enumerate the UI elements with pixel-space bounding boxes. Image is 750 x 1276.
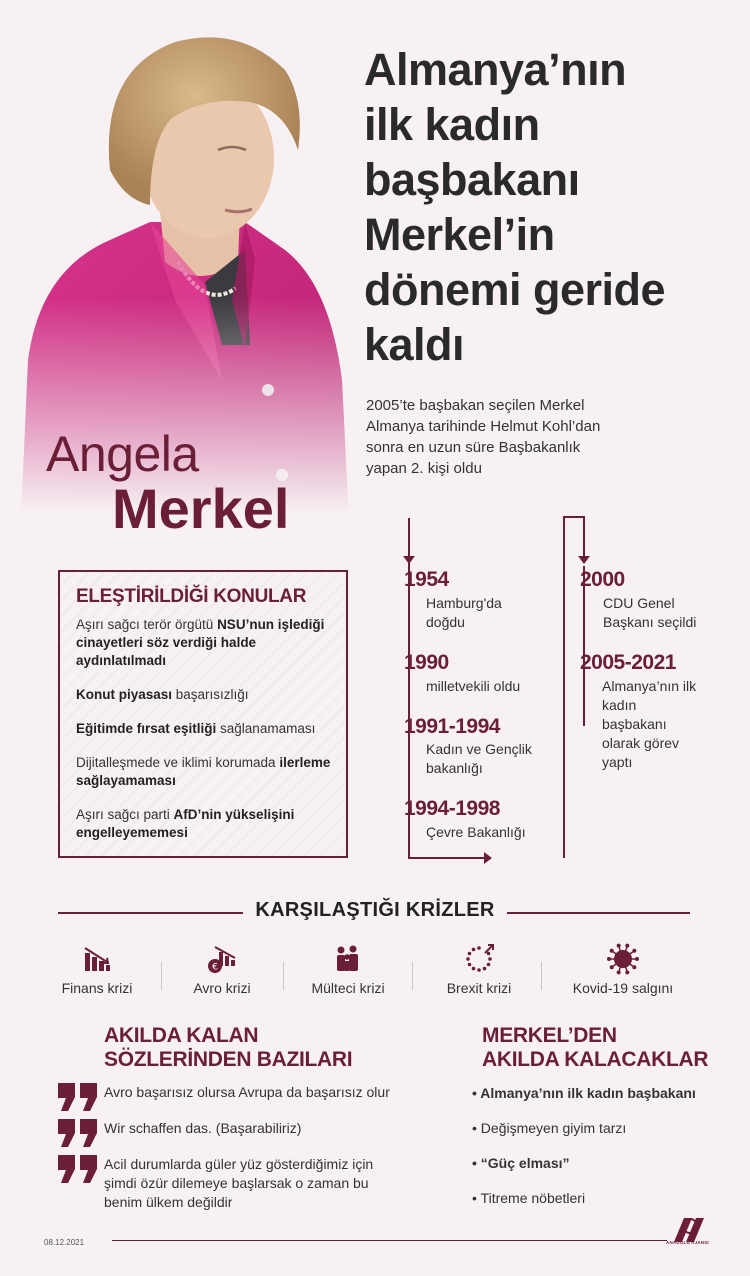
criticism-item: Aşırı sağcı parti AfD’nin yükselişini engelleyememesi xyxy=(76,807,295,840)
crisis-item: Kovid-19 salgını xyxy=(568,942,678,996)
timeline-desc: Almanya’nın ilk kadın başbakanı olarak görev yaptı xyxy=(602,678,697,770)
footer-line xyxy=(112,1240,667,1241)
last-name: Merkel xyxy=(112,477,290,540)
quote-mark-icon xyxy=(58,1155,104,1212)
criticisms-title: ELEŞTİRİLDİĞİ KONULAR xyxy=(76,586,307,607)
timeline-line-mid xyxy=(563,516,565,858)
crisis-separator xyxy=(412,962,413,990)
timeline-desc: Çevre Bakanlığı xyxy=(426,824,526,840)
crisis-item: € Avro krizi xyxy=(167,942,277,996)
criticism-item: Eğitimde fırsat eşitliği sağlanamaması xyxy=(76,721,316,736)
timeline-line-top xyxy=(563,516,585,518)
timeline-desc: milletvekili oldu xyxy=(426,678,521,694)
crisis-item: Finans krizi xyxy=(42,942,152,996)
aa-logo xyxy=(670,1216,710,1252)
legacy-item: • “Güç elması” xyxy=(472,1155,570,1171)
agency-name: ANADOLU AJANSI xyxy=(666,1240,709,1245)
timeline-desc: Kadın ve Gençlik bakanlığı xyxy=(426,741,532,776)
criticism-item: Konut piyasası başarısızlığı xyxy=(76,687,249,702)
crisis-item: Mülteci krizi xyxy=(293,942,403,996)
timeline-line-right xyxy=(583,516,585,556)
chart-down-icon xyxy=(42,942,152,976)
timeline-year: 1954 xyxy=(404,568,449,591)
timeline-year: 1990 xyxy=(404,651,449,674)
timeline-year: 2000 xyxy=(580,568,625,591)
timeline-desc: Hamburg'da doğdu xyxy=(426,595,502,630)
criticism-item: Dijitalleşmede ve iklimi korumada ilerleme sağlayamaması xyxy=(76,755,331,788)
timeline-year: 1991-1994 xyxy=(404,715,500,738)
virus-icon xyxy=(568,942,678,976)
quote-item: Acil durumlarda güler yüz gösterdiğimiz için şimdi özür dilemeye başlarsak o zaman bu benim ülkem değildir xyxy=(58,1155,403,1212)
family-icon xyxy=(293,942,403,976)
arrow-right-icon xyxy=(484,852,492,864)
date: 08.12.2021 xyxy=(44,1238,85,1247)
timeline-desc: CDU Genel Başkanı seçildi xyxy=(603,595,697,630)
arrow-down-icon xyxy=(578,556,590,564)
timeline-line-bottom xyxy=(408,857,488,859)
euro-chart-icon xyxy=(167,942,277,976)
timeline-year: 1994-1998 xyxy=(404,797,500,820)
crisis-separator xyxy=(541,962,542,990)
timeline-year: 2005-2021 xyxy=(580,651,676,674)
subtitle: 2005’te başbakan seçilen Merkel Almanya tarihinde Helmut Kohl’dan sonra en uzun süre Başbakanlık yapan 2. kişi oldu xyxy=(366,397,601,477)
svg-text:€: € xyxy=(212,962,218,973)
eu-stars-icon xyxy=(424,942,534,976)
quote-mark-icon xyxy=(58,1083,104,1118)
quote-mark-icon xyxy=(58,1119,104,1154)
crisis-separator xyxy=(161,962,162,990)
quotes-title: AKILDA KALAN SÖZLERİNDEN BAZILARI xyxy=(104,1024,353,1071)
first-name: Angela xyxy=(46,426,199,482)
legacy-item: • Almanya’nın ilk kadın başbakanı xyxy=(472,1085,696,1101)
arrow-down-icon xyxy=(403,556,415,564)
crisis-separator xyxy=(283,962,284,990)
legacy-title: MERKEL’DEN AKILDA KALACAKLAR xyxy=(482,1024,709,1071)
crisis-item: Brexit krizi xyxy=(424,942,534,996)
criticisms-box xyxy=(58,570,348,858)
quote-item: Wir schaffen das. (Başarabiliriz) xyxy=(58,1119,403,1154)
legacy-item: • Titreme nöbetleri xyxy=(472,1190,586,1206)
crises-title: KARŞILAŞTIĞI KRİZLER xyxy=(0,899,750,922)
legacy-item: • Değişmeyen giyim tarzı xyxy=(472,1120,627,1136)
page-title: Almanya’nın ilk kadın başbakanı Merkel’in dönemi geride kaldı xyxy=(364,44,666,370)
quote-item: Avro başarısız olursa Avrupa da başarısız olur xyxy=(58,1083,403,1118)
criticism-item: Aşırı sağcı terör örgütü NSU’nun işlediği cinayetleri söz verdiği halde aydınlatılmadı xyxy=(76,617,325,668)
